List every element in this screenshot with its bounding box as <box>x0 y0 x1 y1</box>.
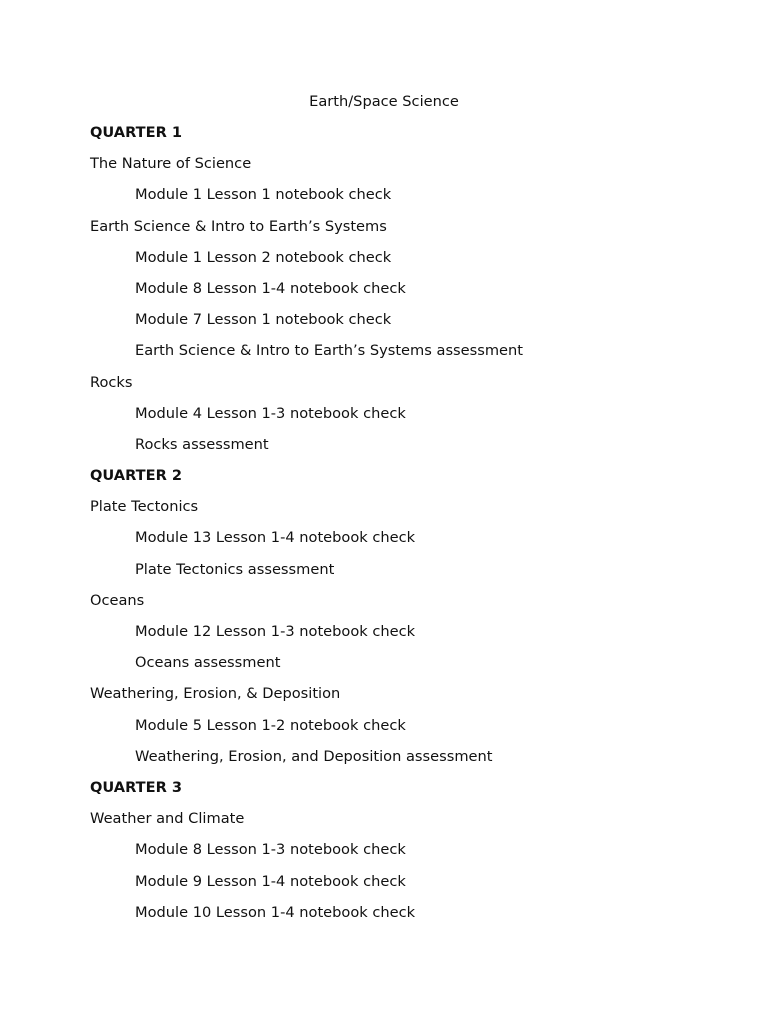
quarter-heading: QUARTER 2 <box>90 467 183 485</box>
checklist-item: Module 12 Lesson 1-3 notebook check <box>135 623 416 640</box>
unit-heading: Earth Science & Intro to Earth’s Systems <box>90 217 387 235</box>
checklist-item: Module 13 Lesson 1-4 notebook check <box>135 529 416 547</box>
checklist-item: Rocks assessment <box>135 435 269 453</box>
checklist-item: Module 10 Lesson 1-4 notebook check <box>135 903 416 921</box>
checklist-item: Module 8 Lesson 1-4 notebook check <box>135 279 406 297</box>
checklist-item: Earth Science & Intro to Earth’s Systems assessment <box>135 342 523 360</box>
unit-heading: Plate Tectonics <box>90 498 199 516</box>
document-body <box>90 123 730 934</box>
checklist-item: Module 5 Lesson 1-2 notebook check <box>135 716 406 734</box>
unit-heading: Rocks <box>90 373 133 391</box>
unit-heading: Oceans <box>90 591 145 609</box>
document-title: Earth/Space Science <box>309 93 459 110</box>
checklist-item: Module 9 Lesson 1-4 notebook check <box>135 872 406 890</box>
checklist-item: Module 8 Lesson 1-3 notebook check <box>135 841 406 859</box>
checklist-item: Weathering, Erosion, and Deposition assessment <box>135 747 493 765</box>
checklist-item: Module 4 Lesson 1-3 notebook check <box>135 404 406 422</box>
checklist-item: Module 1 Lesson 1 notebook check <box>135 186 392 204</box>
quarter-heading: QUARTER 1 <box>90 124 183 141</box>
unit-heading: Weathering, Erosion, & Deposition <box>90 685 341 703</box>
unit-heading: The Nature of Science <box>90 155 252 173</box>
unit-heading: Weather and Climate <box>90 810 245 828</box>
checklist-item: Plate Tectonics assessment <box>135 560 335 578</box>
checklist-item: Module 7 Lesson 1 notebook check <box>135 311 392 329</box>
quarter-heading: QUARTER 3 <box>90 778 183 796</box>
checklist-item: Module 1 Lesson 2 notebook check <box>135 248 392 266</box>
checklist-item: Oceans assessment <box>135 654 281 672</box>
